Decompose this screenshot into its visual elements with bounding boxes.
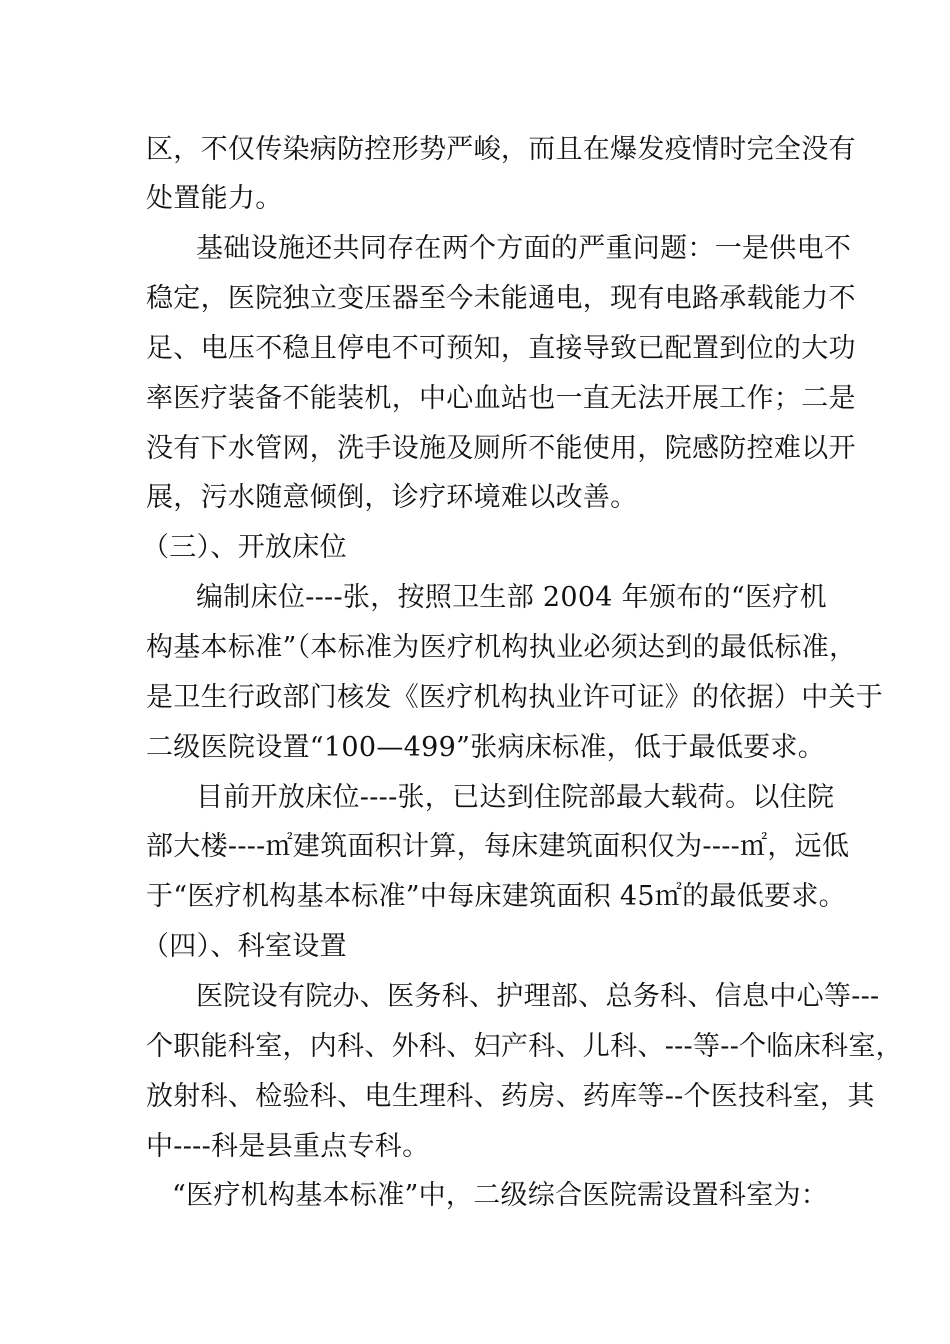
text-line-12: 是卫生行政部门核发《医疗机构执业许可证》的依据）中关于 [146,682,884,713]
text-line-5: 足、电压不稳且停电不可预知，直接导致已配置到位的大功 [146,333,856,364]
text-line-11: 构基本标准”（本标准为医疗机构执业必须达到的最低标准， [146,632,857,663]
text-line-7: 没有下水管网，洗手设施及厕所不能使用，院感防控难以开 [146,433,856,464]
text-line-19: 个职能科室，内科、外科、妇产科、儿科、---等--个临床科室， [146,1031,903,1062]
paragraph-infrastructure: 基础设施还共同存在两个方面的严重问题：一是供电不 [196,233,852,264]
text-line-16: 于“医疗机构基本标准”中每床建筑面积 45㎡的最低要求。 [146,881,846,912]
text-line-20: 放射科、检验科、电生理科、药房、药库等--个医技科室，其 [146,1081,875,1112]
text-line-4: 稳定，医院独立变压器至今未能通电，现有电路承载能力不 [146,283,856,314]
text-line-6: 率医疗装备不能装机，中心血站也一直无法开展工作；二是 [146,383,856,414]
text-line-8: 展，污水随意倾倒，诊疗环境难以改善。 [146,482,638,513]
section-heading-beds: （三）、开放床位 [142,532,347,563]
paragraph-departments: 医院设有院办、医务科、护理部、总务科、信息中心等--- [196,981,880,1012]
section-heading-departments: （四）、科室设置 [142,931,347,962]
paragraph-standard: “医疗机构基本标准”中，二级综合医院需设置科室为： [172,1180,829,1211]
text-line-15: 部大楼----㎡建筑面积计算，每床建筑面积仅为----㎡，远低 [146,831,850,862]
text-line-2: 处置能力。 [146,183,283,214]
text-line-21: 中----科是县重点专科。 [146,1131,430,1162]
paragraph-beds: 编制床位----张，按照卫生部 2004 年颁布的“医疗机 [196,582,827,613]
paragraph-open-beds: 目前开放床位----张，已达到住院部最大载荷。以住院 [196,782,835,813]
text-line-1: 区，不仅传染病防控形势严峻，而且在爆发疫情时完全没有 [146,134,856,165]
text-line-13: 二级医院设置“100—499”张病床标准，低于最低要求。 [146,732,826,763]
